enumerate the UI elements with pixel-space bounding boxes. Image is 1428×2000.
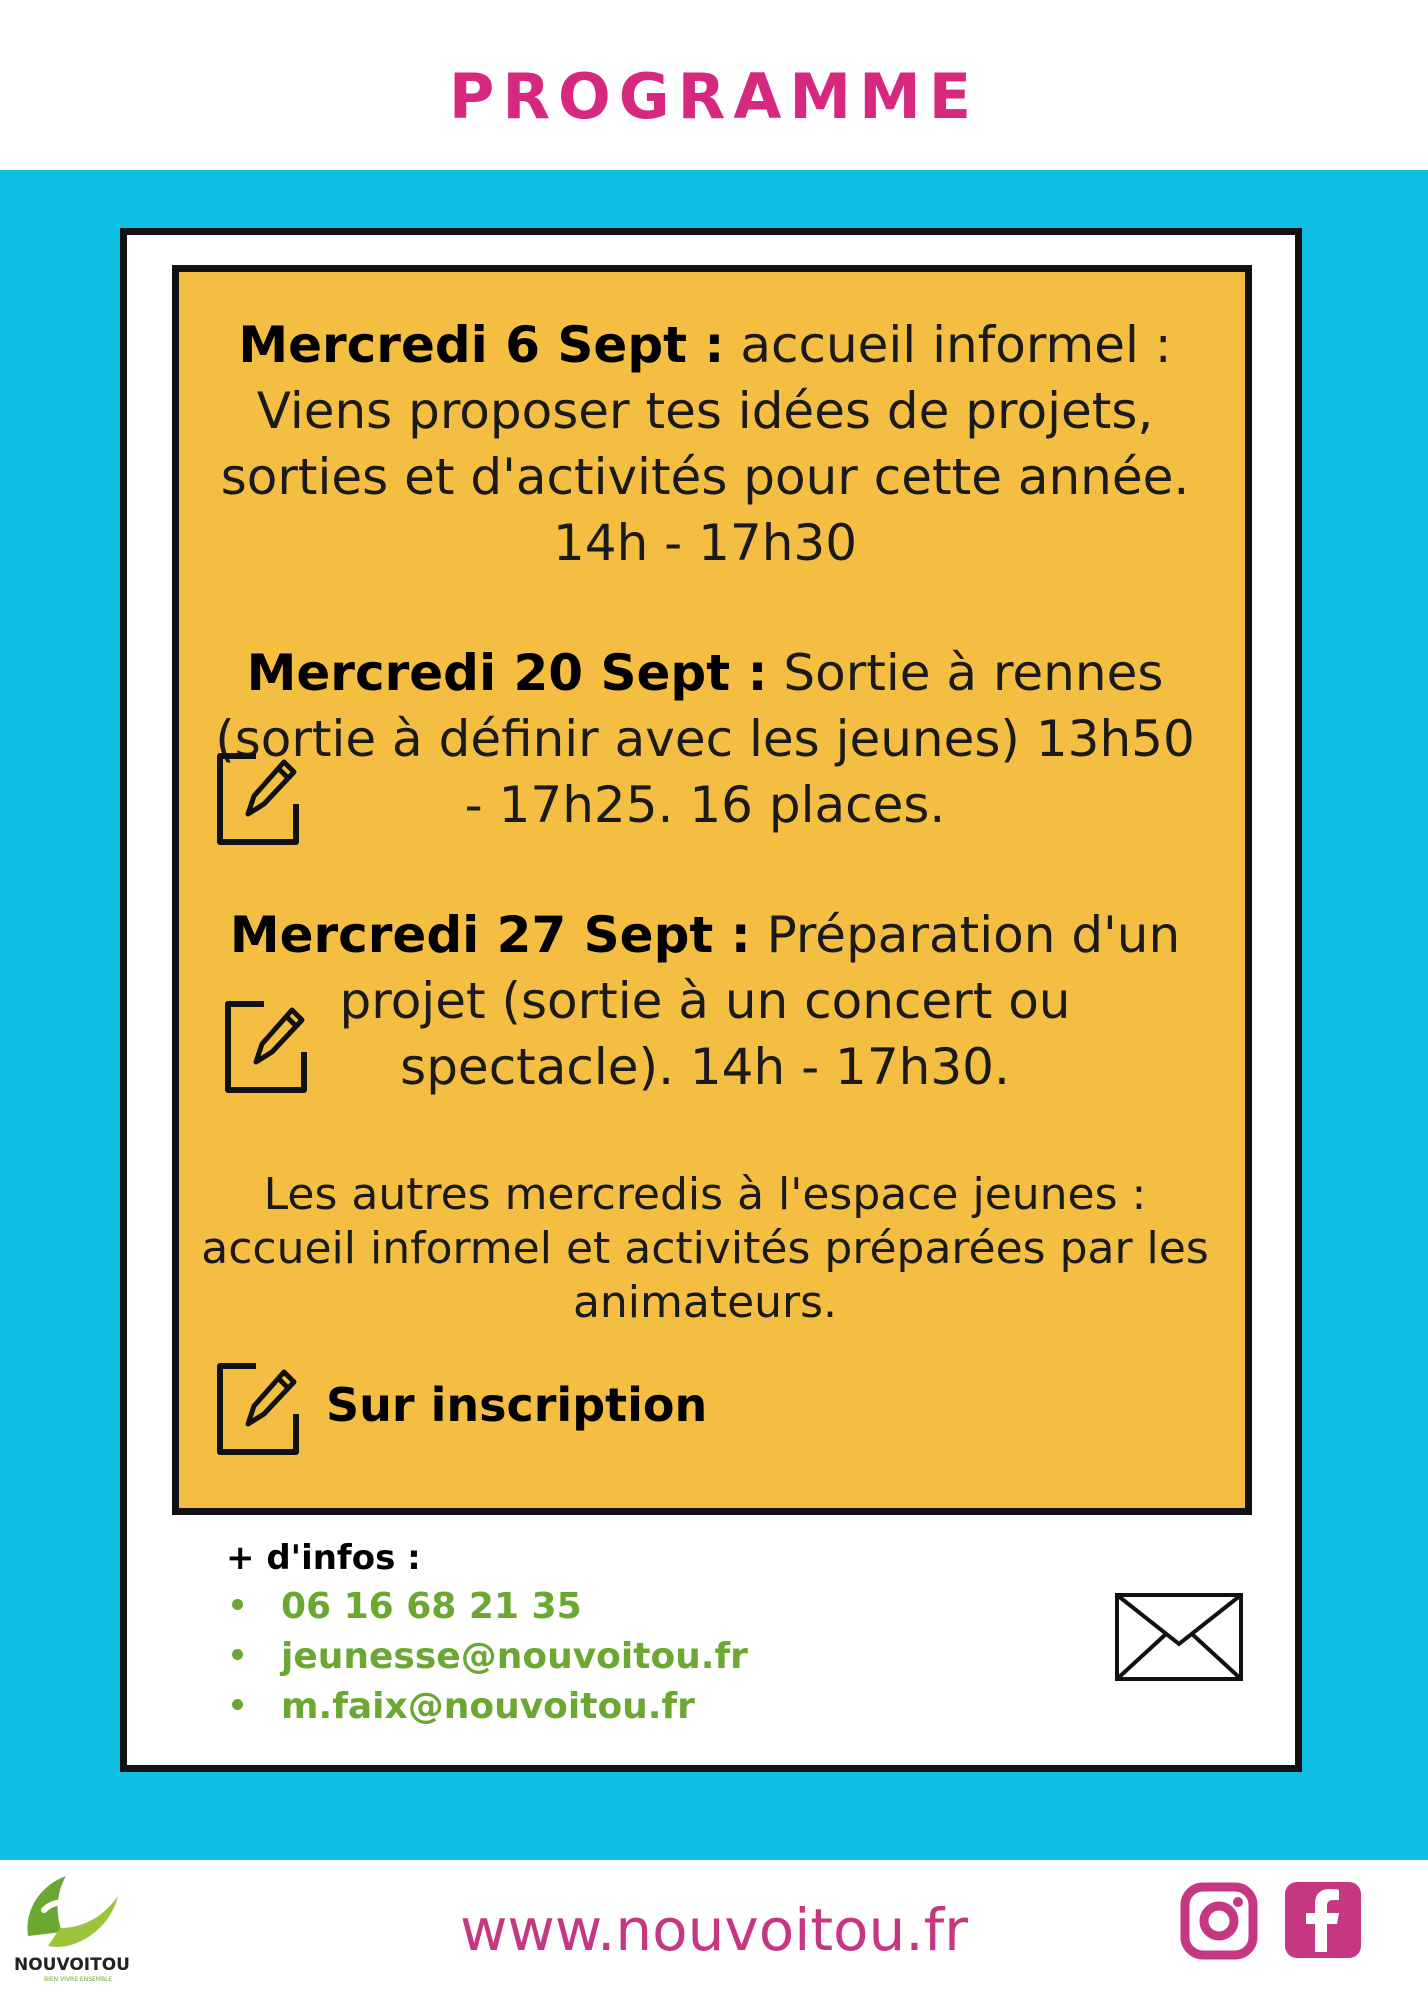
instagram-icon[interactable]: [1180, 1882, 1258, 1960]
facebook-icon[interactable]: [1285, 1882, 1361, 1958]
contact-phone: [232, 1586, 582, 1627]
logo-name: NOUVOITOU: [14, 1955, 130, 1975]
event-2: [200, 640, 1210, 838]
email-link-jeunesse[interactable]: jeunesse@nouvoitou.fr: [281, 1636, 748, 1677]
event-3: [200, 902, 1210, 1100]
event-2-date: Mercredi 20 Sept :: [246, 644, 768, 702]
phone-number[interactable]: 06 16 68 21 35: [281, 1586, 582, 1627]
other-wednesdays-note: Les autres mercredis à l'espace jeunes : accueil informel et activités préparées par les animateurs.: [201, 1169, 1209, 1328]
edit-icon: [214, 1358, 304, 1458]
contact-email-2: [232, 1686, 695, 1727]
infos-title: + d'infos :: [226, 1538, 421, 1578]
bullet-icon: [232, 1649, 243, 1660]
email-link-mfaix[interactable]: m.faix@nouvoitou.fr: [281, 1686, 695, 1727]
contact-email-1: [232, 1636, 748, 1677]
event-1: [200, 312, 1210, 576]
event-1-date: Mercredi 6 Sept :: [238, 316, 725, 374]
event-2-text: Sortie à rennes (sortie à définir avec les jeunes) 13h50 - 17h25. 16 places.: [215, 644, 1195, 834]
envelope-icon: [1114, 1592, 1244, 1682]
inscription-label: Sur inscription: [326, 1378, 708, 1432]
website-link[interactable]: www.nouvoitou.fr: [459, 1896, 969, 1964]
bullet-icon: [232, 1699, 243, 1710]
edit-icon: [214, 748, 304, 848]
logo-tagline: BIEN VIVRE ENSEMBLE: [44, 1976, 113, 1983]
event-3-text: Préparation d'un projet (sortie à un concert ou spectacle). 14h - 17h30.: [339, 906, 1181, 1096]
page-title: PROGRAMME: [448, 60, 980, 133]
bullet-icon: [232, 1599, 243, 1610]
edit-icon: [222, 996, 312, 1096]
event-1-text: accueil informel : Viens proposer tes idées de projets, sorties et d'activités pour cette année. 14h - 17h30: [220, 316, 1190, 572]
event-3-date: Mercredi 27 Sept :: [229, 906, 751, 964]
